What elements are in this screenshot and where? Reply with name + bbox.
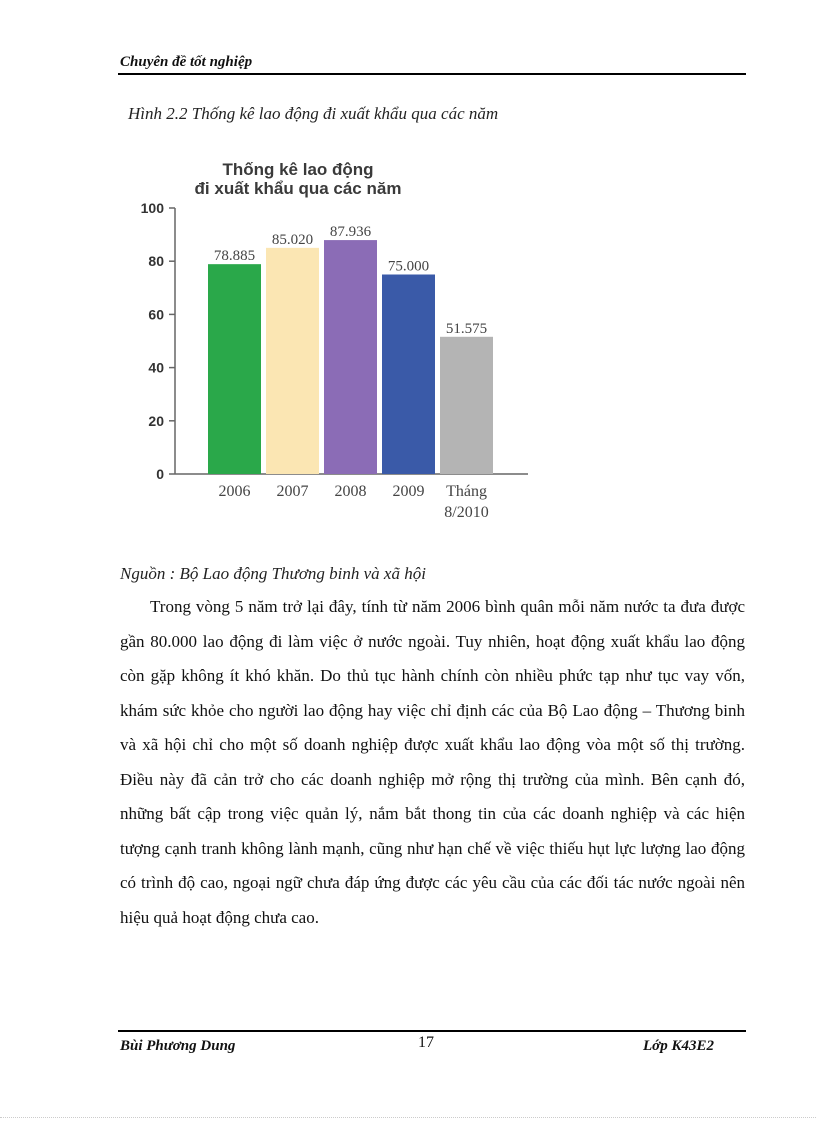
- y-tick-label: 0: [156, 466, 164, 482]
- bar-data-label: 87.936: [329, 224, 372, 241]
- y-tick-label: 40: [148, 359, 164, 376]
- x-tick-label: 2007: [276, 483, 309, 500]
- bar-data-label: 51.575: [445, 320, 488, 337]
- bar: [266, 248, 319, 474]
- y-tick-label: 60: [148, 306, 164, 323]
- y-tick-label: 80: [148, 253, 164, 270]
- bar: [382, 275, 435, 475]
- chart-title-line: Thống kê lao động: [222, 160, 374, 179]
- x-tick-label: 8/2010: [444, 504, 489, 521]
- bottom-divider: [0, 1117, 816, 1118]
- body-paragraph: Trong vòng 5 năm trở lại đây, tính từ năm 2006 bình quân mỗi năm nước ta đưa được gần 80.000 lao động đi làm việc ở nước ngoài. Tuy nhiên, hoạt động xuất khẩu lao động còn gặp không ít khó khăn. Do thủ tục hành chính còn nhiều phức tạp như tục vay vốn, khám sức khỏe cho người lao động hay việc chỉ định các của Bộ Lao động – Thương binh và xã hội chỉ cho một số doanh nghiệp được xuất khẩu lao động vòa một số thị trường. Điều này đã cản trở cho các doanh nghiệp mở rộng thị trường của mình. Bên cạnh đó, những bất cập trong việc quản lý, nắm bắt thong tin của các doanh nghiệp và các hiện tượng cạnh tranh không lành mạnh, cũng như hạn chế về việc thiếu hụt lực lượng lao động có trình độ cao, ngoại ngữ chưa đáp ứng được các yêu cầu của các đối tác nước ngoài nên hiệu quả hoạt động chưa cao.: [120, 597, 745, 927]
- bar-data-label: 85.020: [271, 231, 314, 248]
- bar-data-label: 75.000: [387, 258, 430, 275]
- chart-svg: [130, 150, 540, 530]
- bar-data-label: 78.885: [213, 248, 256, 265]
- page-footer: [118, 1030, 746, 1058]
- footer-class: Lớp K43E2: [643, 1038, 714, 1054]
- y-tick-label: 20: [148, 412, 164, 429]
- header-title: Chuyên đề tốt nghiệp: [120, 54, 253, 70]
- page-header: [118, 53, 746, 75]
- chart-title-line: đi xuất khẩu qua các năm: [194, 179, 402, 198]
- x-tick-label: 2008: [334, 483, 367, 500]
- bar: [440, 337, 493, 474]
- figure-caption: Hình 2.2 Thống kê lao động đi xuất khẩu qua các năm: [128, 104, 499, 123]
- y-tick-label: 100: [140, 200, 164, 216]
- x-tick-label: 2009: [392, 483, 425, 500]
- footer-author: Bùi Phương Dung: [120, 1038, 236, 1054]
- page-number: 17: [418, 1034, 434, 1051]
- bar-chart: [130, 150, 540, 530]
- x-tick-label: Tháng: [446, 483, 487, 500]
- figure-source: Nguồn : Bộ Lao động Thương binh và xã hội: [120, 564, 426, 583]
- x-tick-label: 2006: [218, 483, 251, 500]
- bar: [324, 240, 377, 474]
- bar: [208, 264, 261, 474]
